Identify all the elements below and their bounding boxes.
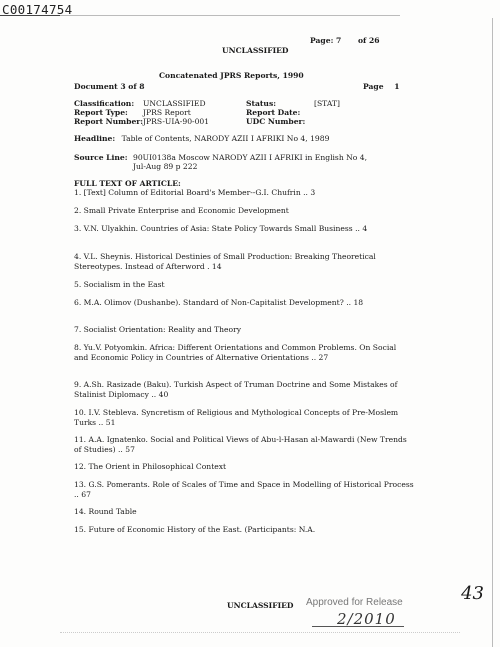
source-label: Source Line: <box>74 153 128 162</box>
toc-item-6: 6. M.A. Olimov (Dushanbe). Standard of Non-Capitalist Development? .. 18 <box>74 298 364 307</box>
source-line-1: 90UI0138a Moscow NARODY AZII I AFRIKI in English No 4, <box>133 153 368 162</box>
toc-item-14: 14. Round Table <box>74 507 137 516</box>
toc-item-9: 9. A.Sh. Rasizade (Baku). Turkish Aspect of Truman Doctrine and Some Mistakes of Stalinist Diplomacy .. 40 <box>74 380 398 399</box>
top-rule <box>0 15 60 16</box>
page-of: of 26 <box>357 36 380 45</box>
headline-label: Headline: <box>74 134 116 143</box>
status-value: [STAT] <box>314 99 340 108</box>
toc-item-15: 15. Future of Economic History of the East. (Participants: N.A. <box>74 525 316 534</box>
document-page-label: Page <box>363 82 384 91</box>
approved-date-underline <box>312 626 404 627</box>
scan-noise-line <box>60 632 460 633</box>
toc-item-13: 13. G.S. Pomerants. Role of Scales of Time and Space in Modelling of Historical Process .. 67 <box>74 480 414 499</box>
toc-item-8: 8. Yu.V. Potyomkin. Africa: Different Orientations and Common Problems. On Social and Economic Policy in Countries of Alternative Orientations .. 27 <box>74 343 397 362</box>
page-label: Page: <box>310 36 334 45</box>
approved-for-release-stamp: Approved for Release <box>306 597 403 608</box>
approved-date: 2/2010 <box>337 610 396 628</box>
source-line-2: Jul-Aug 89 p 222 <box>133 162 198 171</box>
full-text-label: FULL TEXT OF ARTICLE: <box>74 179 181 188</box>
handwritten-page-number: 43 <box>461 583 484 604</box>
toc-item-10: 10. I.V. Stebleva. Syncretism of Religious and Mythological Concepts of Pre-Moslem Turks .. 51 <box>74 408 399 427</box>
report-type-label: Report Type: <box>74 108 128 117</box>
classification-value: UNCLASSIFIED <box>143 99 206 108</box>
udc-label: UDC Number: <box>246 117 306 126</box>
page-edge <box>492 18 493 647</box>
report-number-label: Report Number: <box>74 117 144 126</box>
page-header-page <box>310 36 380 46</box>
headline-value: Table of Contents, NARODY AZII I AFRIKI No 4, 1989 <box>121 134 330 143</box>
report-date-label: Report Date: <box>246 108 301 117</box>
footer-classification: UNCLASSIFIED <box>227 601 294 610</box>
toc-item-1: 1. [Text] Column of Editorial Board's Member--G.I. Chufrin .. 3 <box>74 188 316 197</box>
header-classification: UNCLASSIFIED <box>222 46 289 55</box>
toc-item-5: 5. Socialism in the East <box>74 280 165 289</box>
toc-item-4: 4. V.L. Sheynis. Historical Destinies of Small Production: Breaking Theoretical Stereotypes. Instead of Afterword . 14 <box>74 252 376 271</box>
headline <box>74 134 329 144</box>
document-number: Document 3 of 8 <box>74 82 145 91</box>
report-number-value: JPRS-UIA-90-001 <box>143 117 210 126</box>
toc-item-12: 12. The Orient in Philosophical Context <box>74 462 227 471</box>
document-page <box>363 82 400 92</box>
document-id: C00174754 <box>2 2 73 17</box>
toc-item-3: 3. V.N. Ulyakhin. Countries of Asia: State Policy Towards Small Business .. 4 <box>74 224 368 233</box>
toc-item-7: 7. Socialist Orientation: Reality and Theory <box>74 325 242 334</box>
top-rule-light <box>60 15 400 16</box>
toc-item-2: 2. Small Private Enterprise and Economic Development <box>74 206 289 215</box>
report-title: Concatenated JPRS Reports, 1990 <box>159 71 304 80</box>
toc-item-11: 11. A.A. Ignatenko. Social and Political Views of Abu-l-Hasan al-Mawardi (New Trends of Studies) .. 57 <box>74 435 407 454</box>
report-type-value: JPRS Report <box>143 108 191 117</box>
classification-label: Classification: <box>74 99 135 108</box>
status-label: Status: <box>246 99 277 108</box>
document-page-number: 1 <box>394 82 400 91</box>
page-number: 7 <box>336 36 342 45</box>
